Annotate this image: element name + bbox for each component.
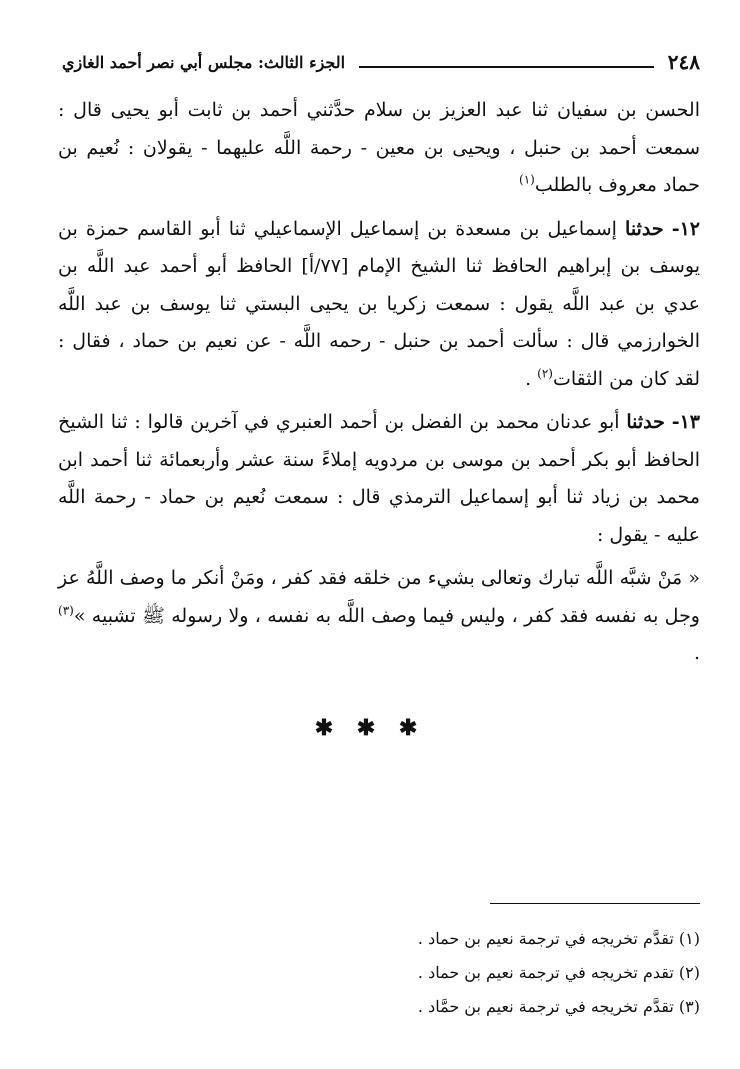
hadith-lead: حدثنا <box>626 411 665 433</box>
footnote-ref: (١) <box>519 172 535 187</box>
paragraph-end: . <box>693 642 700 664</box>
hadith-number: ١٣- <box>671 411 701 433</box>
footnote-ref: (٣) <box>58 603 74 618</box>
paragraph-end: . <box>525 367 538 390</box>
page-number: ٢٤٨ <box>667 50 700 74</box>
quote-text: « مَنْ شبَّه اللَّه تبارك وتعالى بشيء من خلقه فقد كفر ، ومَنْ أنكر ما وصف اللَّهُ عز وجل به نفسه فقد كفر ، وليس فيما وصف اللَّه به نفسه ، ولا رسوله ﷺ تشبيه » <box>58 567 700 627</box>
footnote-ref: (٢) <box>537 366 553 381</box>
footnote-1: (١) تقدَّم تخريجه في ترجمة نعيم بن حماد . <box>417 929 700 948</box>
main-text <box>58 92 700 679</box>
hadith-lead: حدثنا <box>625 217 664 240</box>
hadith-text: إسماعيل بن مسعدة بن إسماعيل الإسماعيلي ثنا أبو القاسم حمزة بن يوسف بن إبراهيم الحافظ ثنا الشيخ الإمام [٧٧/أ] الحافظ أبو أحمد عبد اللَّه بن عدي بن عبد اللَّه يقول : سمعت زكريا بن يحيى البستي ثنا يوسف بن عبد اللَّه الخوارزمي قال : سألت أحمد بن حنبل - رحمه اللَّه - عن نعيم بن حماد ، فقال : لقد كان من الثقات <box>58 217 700 390</box>
footnote-rule <box>490 903 700 904</box>
page-header <box>62 48 700 76</box>
hadith-number: ١٢- <box>671 217 700 240</box>
section-separator: ✱ ✱ ✱ <box>314 715 426 741</box>
paragraph-continuation <box>58 92 700 205</box>
hadith-12 <box>58 211 700 399</box>
quoted-statement <box>58 560 700 673</box>
paragraph-text: الحسن بن سفيان ثنا عبد العزيز بن سلام حدَّثني أحمد بن ثابت أبو يحيى قال : سمعت أحمد بن حنبل ، ويحيى بن معين - رحمة اللَّه عليهما - يقولان : نُعيم بن حماد معروف بالطلب <box>58 99 700 196</box>
running-title: الجزء الثالث: مجلس أبي نصر أحمد الغازي <box>62 52 346 72</box>
hadith-text: أبو عدنان محمد بن الفضل بن أحمد العنبري في آخرين قالوا : ثنا الشيخ الحافظ أبو بكر أحمد بن موسى بن مردويه إملاءً سنة عشر وأربعمائة ثنا أحمد ابن محمد بن زياد ثنا أبو إسماعيل الترمذي قال : سمعت نُعيم بن حماد - رحمة اللَّه عليه - يقول : <box>58 411 700 546</box>
footnotes <box>60 922 700 1024</box>
footnote-3: (٣) تقدَّم تخريجه في ترجمة نعيم بن حمَّاد . <box>417 997 700 1016</box>
header-rule <box>359 66 654 68</box>
footnote-2: (٢) تقدم تخريجه في ترجمة نعيم بن حماد . <box>417 963 700 982</box>
hadith-13 <box>58 404 700 554</box>
